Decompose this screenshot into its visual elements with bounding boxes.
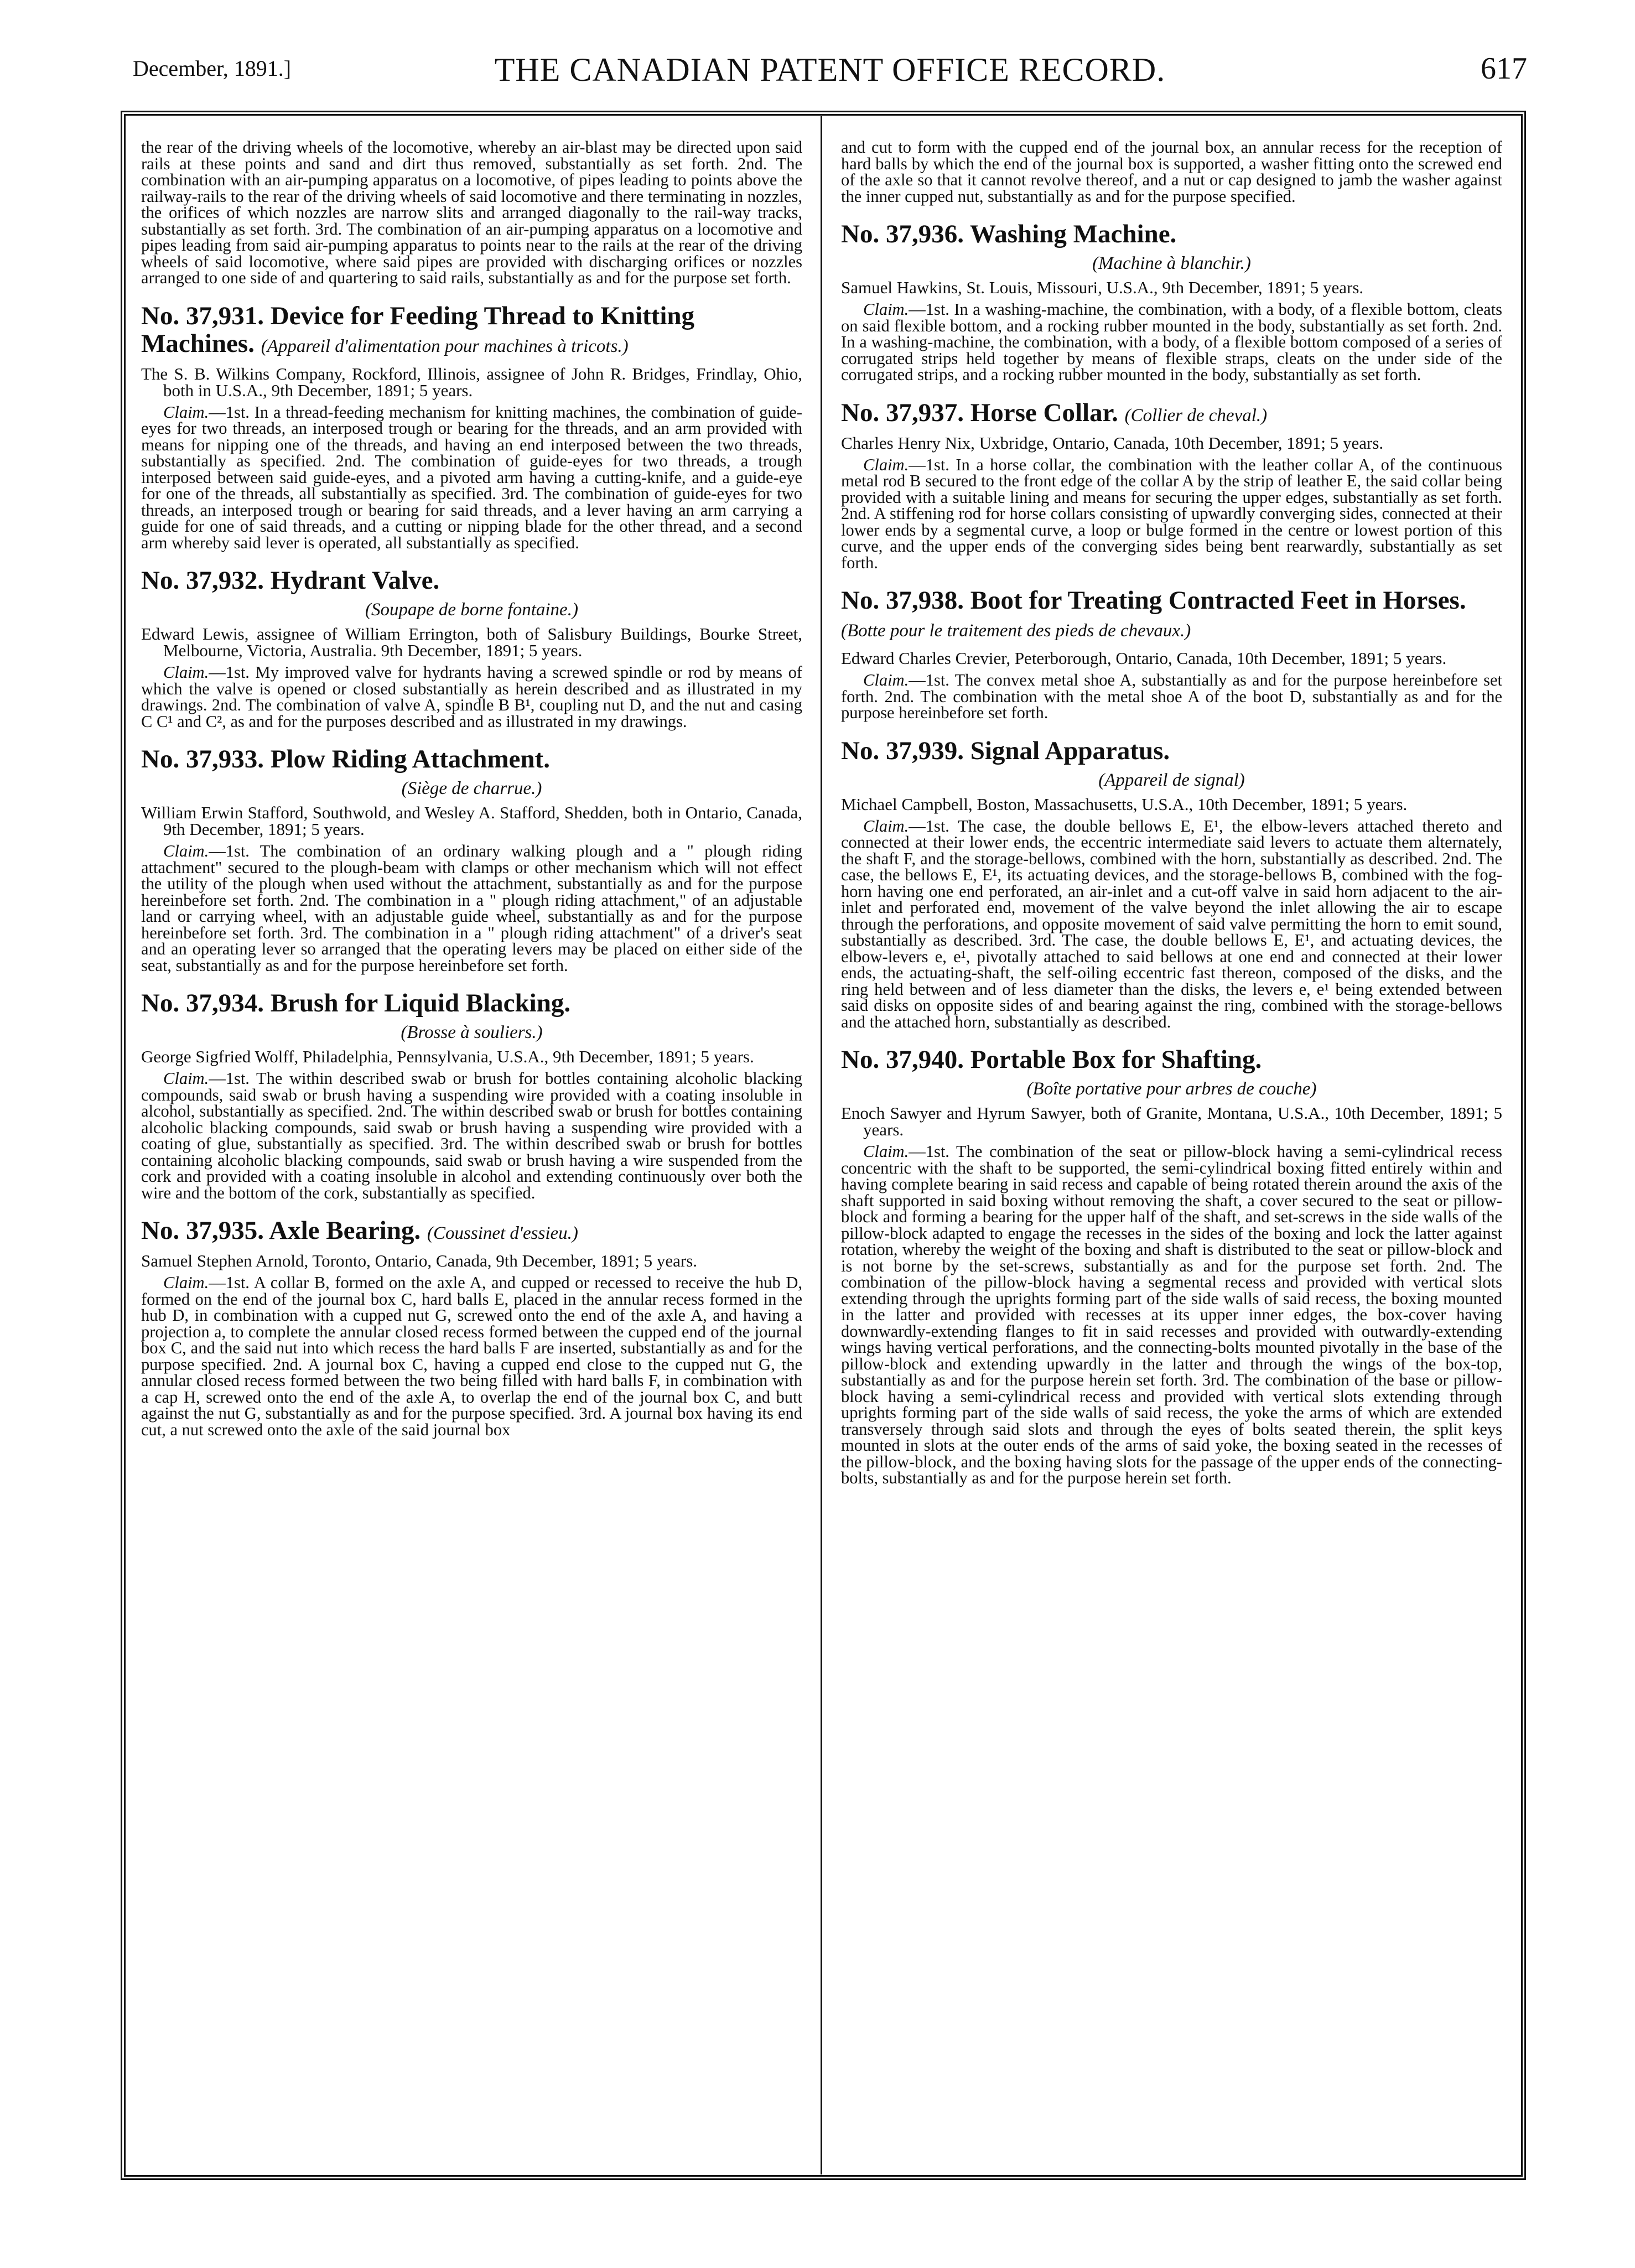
claims [141, 665, 802, 730]
claims-text: —1st. In a thread-feeding mechanism for knitting machines, the combination of guide-eyes for two threads, an interposed trough or bearing for the threads, and an arm provided with means for nipping one of the threads, and having an end interposed between the two threads, substantially as specified. 2nd. The combination of guide-eyes for two threads, a trough interposed between said guide-eyes, and a pivoted arm having a cutting-knife, and a guide-eye for one of the threads, all substantially as specified. 3rd. The combination of guide-eyes for two threads, an interposed trough or bearing for said threads, and a lever having an arm carrying a guide for one of said threads, and a cutting or nipping blade for the other thread, and a second arm whereby said lever is operated, all substantially as specified. [141, 402, 802, 552]
claim-label: Claim. [863, 455, 909, 474]
french-title: (Appareil d'alimentation pour machines à tricots.) [261, 336, 629, 356]
publication-title: THE CANADIAN PATENT OFFICE RECORD. [494, 51, 1166, 88]
patent-heading [841, 399, 1502, 429]
french-title: (Appareil de signal) [1098, 770, 1245, 790]
patent-number: No. 37,937. [841, 398, 964, 427]
applicant: Samuel Stephen Arnold, Toronto, Ontario, Canada, 9th December, 1891; 5 years. [141, 1251, 698, 1270]
claims [841, 457, 1502, 572]
patent-entry-37932 [141, 567, 802, 730]
applicant: Samuel Hawkins, St. Louis, Missouri, U.S.A., 9th December, 1891; 5 years. [841, 278, 1364, 297]
patent-number: No. 37,934. [141, 989, 264, 1018]
claims [841, 1144, 1502, 1487]
patent-heading [141, 302, 802, 360]
claim-label: Claim. [163, 842, 209, 860]
patent-heading [141, 989, 802, 1017]
applicant: Charles Henry Nix, Uxbridge, Ontario, Canada, 10th December, 1891; 5 years. [841, 433, 1384, 453]
continued-claims: the rear of the driving wheels of the locomotive, whereby an air-blast may be directed upon said rails at these points and sand and dirt thus removed, substantially as set forth. 2nd. The combination with an air-pumping apparatus on a locomotive, of pipes leading to points above the railway-rails to the rear of the driving wheels of said locomotive and there terminating in nozzles, the orifices of which nozzles are narrow slits and arranged diagonally to the rail-way tracks, substantially as set forth. 3rd. The combination of an air-pumping apparatus on a locomotive and pipes leading from said air-pumping apparatus to points near to the rails at the rear of the driving wheels of said locomotive, where said pipes are provided with discharging orifices or nozzles arranged to one side of and quartering to said rails, substantially as and for the purpose set forth. [141, 139, 802, 287]
applicant: The S. B. Wilkins Company, Rockford, Illinois, assignee of John R. Bridges, Frindlay, Ohio, both in U.S.A., 9th December, 1891; 5 years. [141, 364, 802, 400]
claims [141, 1275, 802, 1438]
patent-title: Portable Box for Shafting. [970, 1045, 1262, 1074]
french-title: (Machine à blanchir.) [1092, 253, 1251, 273]
patent-number: No. 37,932. [141, 566, 264, 595]
patent-heading [141, 567, 802, 594]
column-divider [821, 116, 822, 2174]
claims-text: —1st. The convex metal shoe A, substantially as and for the purpose hereinbefore set forth. 2nd. The combination with the metal shoe A of the boot D, substantially as and for the purpose hereinbefore set forth. [841, 671, 1502, 722]
patent-number: No. 37,939. [841, 736, 964, 765]
patent-heading [841, 1046, 1502, 1073]
claims-text: —1st. My improved valve for hydrants having a screwed spindle or rod by means of which the valve is opened or closed substantially as herein described and as illustrated in my drawings. 2nd. The combination of valve A, spindle B B¹, coupling nut D, and the nut and casing C C¹ and C², as and for the purposes described and as illustrated in my drawings. [141, 663, 802, 731]
french-title: (Botte pour le traitement des pieds de chevaux.) [841, 621, 1191, 641]
patent-number: No. 37,931. [141, 301, 264, 330]
page-number: 617 [1481, 51, 1527, 86]
patent-entry-37931 [141, 302, 802, 552]
patent-title: Hydrant Valve. [270, 566, 440, 595]
patent-number: No. 37,933. [141, 745, 264, 774]
patent-number: No. 37,936. [841, 220, 964, 248]
patent-title: Horse Collar. [970, 398, 1118, 427]
claim-label: Claim. [863, 300, 909, 319]
patent-title: Signal Apparatus. [970, 736, 1170, 765]
patent-entry-37937 [841, 399, 1502, 572]
claims-text: —1st. The within described swab or brush for bottles containing alcoholic blacking compounds, said swab or brush having a suspending wire provided with a coating insoluble in alcohol, substantially as specified. 2nd. The within described swab or brush for bottles containing alcoholic blacking compounds, said swab or brush having a suspending wire provided with a coating of glue, substantially as specified. 3rd. The within described swab or brush for bottles containing alcoholic blacking compounds, said swab or brush having a wire suspended from the cork and provided with a coating insoluble in alcohol and extending continuously over both the wire and the bottom of the cork, substantially as specified. [141, 1069, 802, 1202]
patent-entry-37934 [141, 989, 802, 1201]
continued-claims: and cut to form with the cupped end of the journal box, an annular recess for the reception of hard balls by which the end of the journal box is supported, a washer fitting onto the screwed end of the axle so that it cannot revolve thereof, and a nut or cap designed to jamb the washer against the inner cupped nut, substantially as and for the purpose specified. [841, 139, 1502, 206]
claim-label: Claim. [163, 663, 209, 682]
claims-text: —1st. The combination of the seat or pillow-block having a semi-cylindrical recess concentric with the shaft to be supported, the semi-cylindrical boxing fitted entirely within and having complete bearing in said recess and capable of being rotated therein around the axis of the shaft supported in said boxing without removing the shaft, a cover secured to the seat or pillow-block and forming a bearing for the upper half of the shaft, and set-screws in the side walls of the pillow-block adapted to engage the recesses in the sides of the boxing and lock the latter against rotation, whereby the weight of the boxing and shaft is distributed to the seat or pillow-block and is not borne by the set-screws, substantially as and for the purpose set forth. 2nd. The combination of the pillow-block having a segmental recess and provided with vertical slots extending through the uprights forming part of the side walls of said recess, the boxing mounted in the latter and provided with recesses at its upper inner edges, the box-cover having downwardly-extending flanges to fit in said recesses and provided with outwardly-extending wings having vertical perforations, and the connecting-bolts mounted pivotally in the base of the pillow-block and extending upwardly in the latter and through the wings of the box-top, substantially as and for the purpose herein set forth. 3rd. The combination of the base or pillow-block having a semi-cylindrical recess and provided with vertical slots extending through uprights forming part of the side walls of said recess, the yoke the arms of which are extended transversely through said slots and through the eyes of bolts seated therein, the split keys mounted in slots at the outer ends of the arms of said yoke, the boxing seated in the recesses of the pillow-block, and the boxing having slots for the passage of the upper ends of the connecting-bolts, substantially as and for the purpose herein set forth. [841, 1142, 1502, 1487]
claims-text: —1st. In a washing-machine, the combination, with a body, of a flexible bottom, cleats on said flexible bottom, and a rocking rubber mounted in the body, substantially as set forth. 2nd. In a washing-machine, the combination, with a body, of a flexible bottom composed of a series of corrugated strips held together by means of flexible straps, cleats on the under side of the corrugated strips, and a rocking rubber mounted in the body, substantially as set forth. [841, 300, 1502, 384]
left-column [141, 139, 802, 2159]
patent-number: No. 37,935. [141, 1216, 264, 1245]
patent-title: Axle Bearing. [269, 1216, 421, 1245]
claims [841, 818, 1502, 1031]
applicant: George Sigfried Wolff, Philadelphia, Pennsylvania, U.S.A., 9th December, 1891; 5 years. [141, 1047, 754, 1066]
patent-entry-37939 [841, 737, 1502, 1031]
page-header [133, 51, 1527, 101]
patent-heading [841, 587, 1502, 645]
right-column [841, 139, 1502, 2159]
patent-heading [841, 220, 1502, 248]
french-title: (Boîte portative pour arbres de couche) [1026, 1079, 1317, 1099]
applicant: Michael Campbell, Boston, Massachusetts, U.S.A., 10th December, 1891; 5 years. [841, 794, 1408, 814]
claim-label: Claim. [863, 816, 909, 835]
claim-label: Claim. [863, 1142, 909, 1161]
patent-heading [141, 745, 802, 773]
patent-number: No. 37,938. [841, 586, 964, 615]
patent-number: No. 37,940. [841, 1045, 964, 1074]
french-title: (Brosse à souliers.) [401, 1023, 543, 1042]
patent-heading [141, 1217, 802, 1247]
french-title: (Coussinet d'essieu.) [427, 1223, 578, 1243]
claim-label: Claim. [163, 1273, 209, 1292]
issue-date: December, 1891.] [133, 56, 292, 81]
patent-entry-37938 [841, 587, 1502, 722]
claims [841, 302, 1502, 383]
patent-title: Boot for Treating Contracted Feet in Horses. [970, 586, 1466, 615]
claim-label: Claim. [163, 1069, 209, 1088]
applicant: William Erwin Stafford, Southwold, and Wesley A. Stafford, Shedden, both in Ontario, Canada, 9th December, 1891; 5 years. [141, 803, 802, 839]
claim-label: Claim. [863, 671, 909, 689]
patent-heading [841, 737, 1502, 765]
claims [141, 404, 802, 552]
claims [841, 672, 1502, 722]
patent-entry-37935 [141, 1217, 802, 1438]
patent-title: Device for Feeding Thread to Knitting Machines. [141, 301, 695, 358]
claims [141, 843, 802, 974]
claims [141, 1071, 802, 1201]
claims-text: —1st. The case, the double bellows E, E¹, the elbow-levers attached thereto and connected at their lower ends, the eccentric intermediate said levers to actuate them alternately, the shaft F, and the storage-bellows, combined with the horn, substantially as described. 2nd. The case, the bellows E, E¹, its actuating devices, and the storage-bellows B, combined with the fog-horn having one end perforated, an air-inlet and a cut-off valve in said horn adjacent to the air-inlet and perforated end, movement of the valve beyond the inlet allowing the air to escape through the perforations, and opposite movement of said valve permitting the horn to emit sound, substantially as described. 3rd. The case, the double bellows E, E¹, and actuating devices, the elbow-levers e, e¹, pivotally attached to said bellows at one end and connected at their lower ends, the actuating-shaft, the self-oiling eccentric fast thereon, composed of the disks, and the ring held between and of less diameter than the disks, the levers e, e¹ being extended between said disks on opposite sides of and bearing against the ring, combined with the storage-bellows and the attached horn, substantially as described. [841, 816, 1502, 1031]
patent-title: Brush for Liquid Blacking. [270, 989, 571, 1018]
applicant: Edward Lewis, assignee of William Errington, both of Salisbury Buildings, Bourke Street, Melbourne, Victoria, Australia. 9th December, 1891; 5 years. [141, 624, 802, 660]
patent-entry-37936 [841, 220, 1502, 383]
claims-text: —1st. A collar B, formed on the axle A, and cupped or recessed to receive the hub D, formed on the end of the journal box C, hard balls E, placed in the annular recess formed in the hub D, in combination with a cupped nut G, screwed onto the end of the axle A, and having a projection a, to complete the annular closed recess formed between the cupped end of the journal box C, and the said nut into which recess the hard balls F are inserted, substantially as and for the purpose specified. 2nd. A journal box C, having a cupped end close to the cupped nut G, the annular closed recess formed between the two being filled with hard balls F, in combination with a cap H, screwed onto the end of the axle A, to overlap the end of the journal box C, and butt against the nut G, substantially as and for the purpose specified. 3rd. A journal box having its end cut, a nut screwed onto the axle of the said journal box [141, 1273, 802, 1439]
patent-entry-37933 [141, 745, 802, 974]
claims-text: —1st. In a horse collar, the combination with the leather collar A, of the continuous metal rod B secured to the front edge of the collar A by the strip of leather E, the said collar being provided with a suitable lining and means for securing the upper edges, substantially as set forth. 2nd. A stiffening rod for horse collars consisting of upwardly converging sides, connected at their lower ends by a segmental curve, a loop or bulge formed in the centre or lowest portion of this curve, and the upper ends of the converging sides being bent rearwardly, substantially as set forth. [841, 455, 1502, 572]
claim-label: Claim. [163, 402, 209, 422]
french-title: (Soupape de borne fontaine.) [365, 600, 578, 620]
french-title: (Collier de cheval.) [1124, 405, 1268, 425]
claims-text: —1st. The combination of an ordinary walking plough and a " plough riding attachment" secured to the plough-beam with clamps or other mechanism which will not effect the utility of the plough when used without the attachment, substantially as and for the purpose hereinbefore set forth. 2nd. The combination in a " plough riding attachment," of an adjustable land or carrying wheel, with an adjustable guide wheel, substantially as and for the purpose hereinbefore set forth. 3rd. The combination in a " plough riding attachment" of a driver's seat and an operating lever so arranged that the operating levers may be placed on either side of the seat, substantially as and for the purpose hereinbefore set forth. [141, 842, 802, 975]
patent-title: Plow Riding Attachment. [270, 745, 550, 774]
applicant: Edward Charles Crevier, Peterborough, Ontario, Canada, 10th December, 1891; 5 years. [841, 648, 1447, 668]
patent-entry-37940 [841, 1046, 1502, 1487]
french-title: (Siège de charrue.) [401, 779, 542, 798]
applicant: Enoch Sawyer and Hyrum Sawyer, both of Granite, Montana, U.S.A., 10th December, 1891; 5 years. [841, 1103, 1502, 1139]
patent-title: Washing Machine. [969, 220, 1177, 248]
